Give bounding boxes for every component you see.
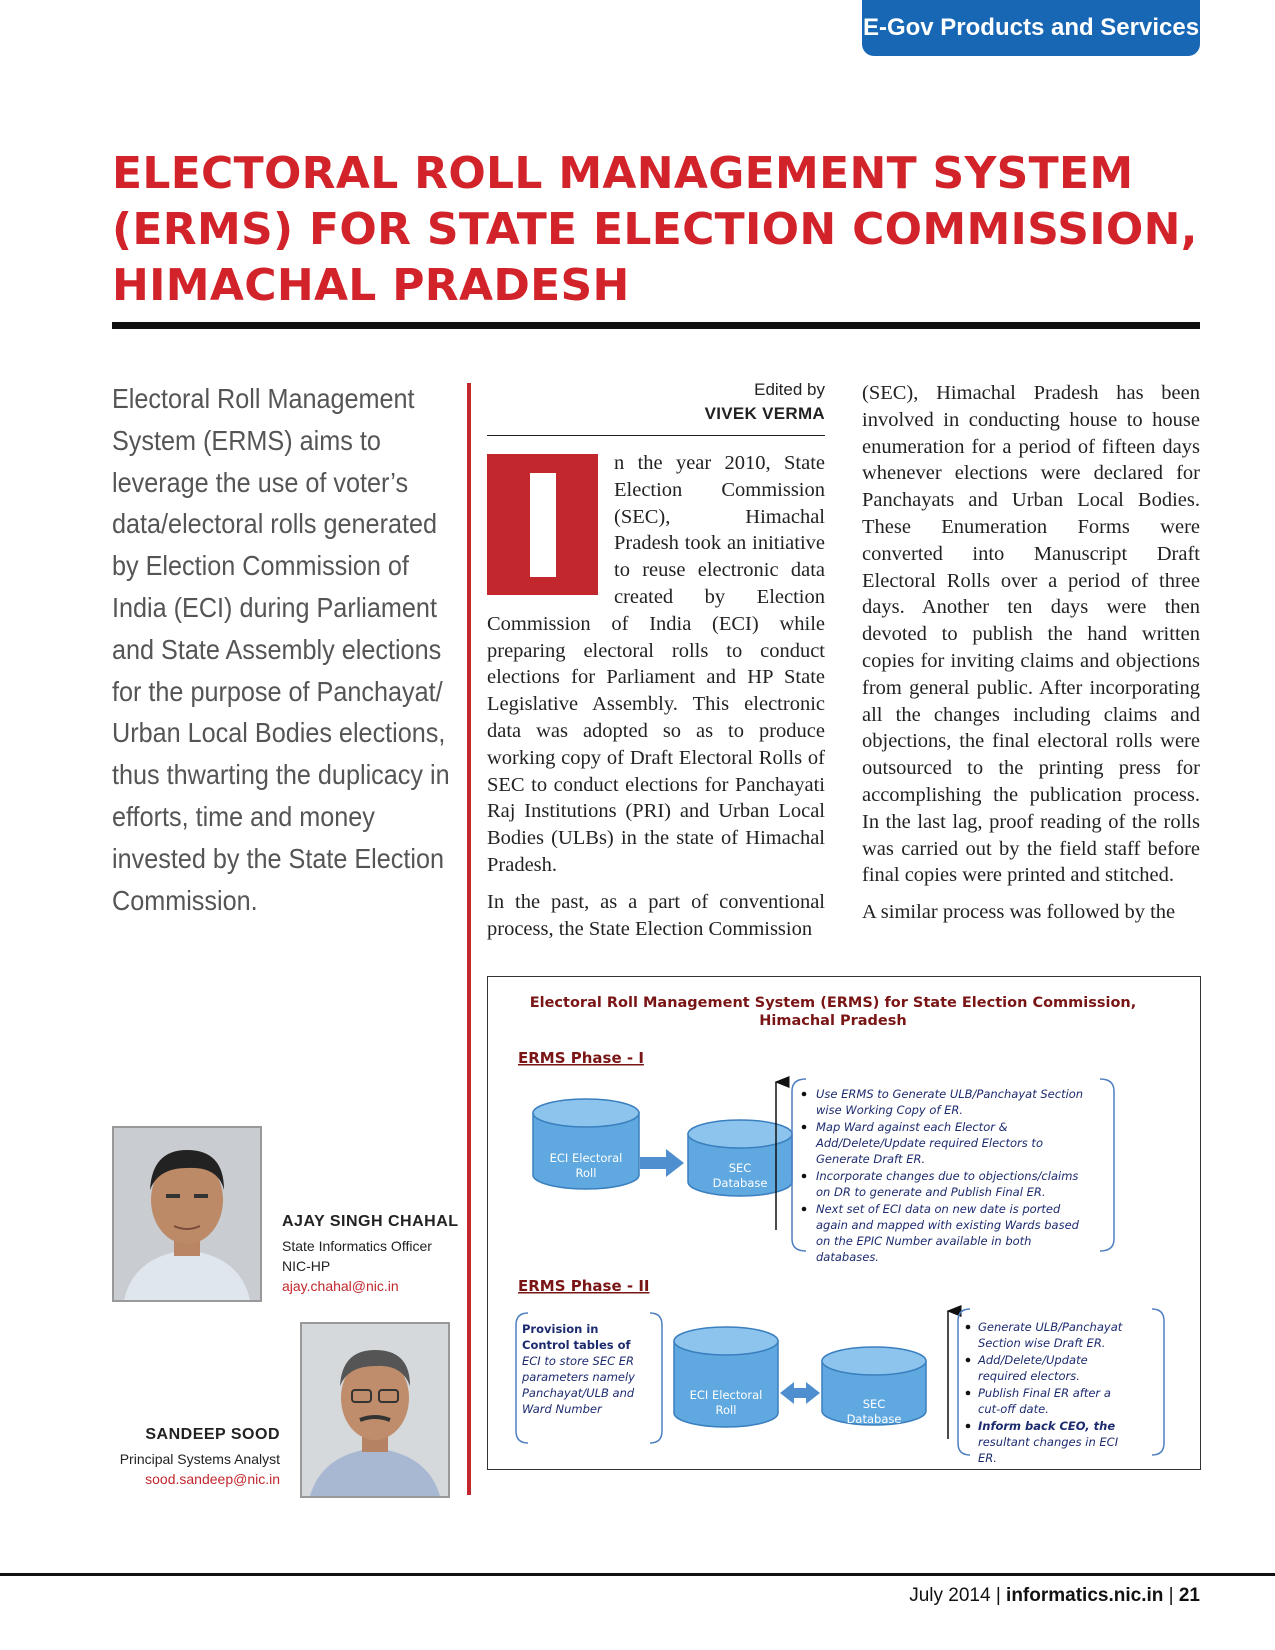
diagram-title-2: Himachal Pradesh [759, 1013, 907, 1029]
bullet-line: Publish Final ER after a [978, 1386, 1111, 1400]
title-line: HIMACHAL PRADESH [112, 260, 630, 311]
phase2-bracket [1152, 1309, 1164, 1455]
bullet-line: Map Ward against each Elector & [816, 1120, 1008, 1134]
author-email[interactable]: sood.sandeep@nic.in [145, 1471, 280, 1487]
bullet-line: again and mapped with existing Wards based [816, 1218, 1079, 1232]
page-footer: July 2014 | informatics.nic.in | 21 [909, 1585, 1200, 1606]
phase2-bullets [966, 1320, 1123, 1465]
bullet-line: cut-off date. [978, 1402, 1049, 1416]
editor-name: VIVEK VERMA [704, 404, 825, 423]
erms-diagram [487, 976, 1201, 1470]
phase1-label: ERMS Phase - I [518, 1049, 644, 1067]
phase2-bracket [958, 1309, 970, 1455]
author-role: Principal Systems Analyst [119, 1451, 280, 1467]
bullet-line: on the EPIC Number available in both [816, 1234, 1032, 1248]
body-paragraph: A similar process was followed by the [862, 901, 1176, 924]
bullet-line: Next set of ECI data on new date is ported [816, 1202, 1061, 1216]
db-label: Roll [715, 1403, 737, 1417]
bullet-line: ER. [978, 1451, 997, 1465]
author-photo-sandeep [300, 1322, 450, 1498]
footer-site[interactable]: informatics.nic.in [1006, 1585, 1164, 1606]
paragraph-text: n the year 2010, State Election Commission (SEC), Himachal Pradesh took an initiative to reuse electronic data created by Election Commission of India (ECI) while preparing electoral rolls to conduct elections for Parliament and HP State Legislative Assembly. This electronic data was adopted so as to produce working copy of Draft Electoral Rolls of SEC to conduct elections for Panchayati Raj Institutions (PRI) and Urban Local Bodies (ULBs) in the state of Himachal Pradesh. [487, 452, 825, 876]
bullet-line: required electors. [978, 1369, 1080, 1383]
lead-paragraph: Electoral Roll Management System (ERMS) aims to leverage the use of voter’s data/electoral rolls generated by Election Commission of India (ECI) during Parliament and State Assembly elections for the purpose of Panchayat/ Urban Local Bodies elections, thus thwarting the duplicacy in efforts, time and money invested by the State Election Commission. [112, 383, 450, 916]
db-label: ECI Electoral [549, 1151, 623, 1165]
phase2-left-bracket [650, 1313, 662, 1443]
body-paragraph: (SEC), Himachal Pradesh has been involved in conducting house to house enumeration for a period of fifteen days whenever elections were declared for Panchayats and Urban Local Bodies. These Enumeration Forms were converted into Manuscript Draft Electoral Rolls over a period of three days. Another ten days were then devoted to publish the hand written copies for inviting claims and objections from general public. After incorporating all the changes including claims and objections, the final electoral rolls were outsourced to the printing press for accomplishing the publication process. In the last lag, proof reading of the rolls was carried out by the field staff before final copies were printed and stitched. [862, 382, 1200, 887]
db-label: SEC [728, 1161, 752, 1175]
provision-line: Panchayat/ULB and [522, 1386, 635, 1400]
diagram-title-1: Electoral Roll Management System (ERMS) for State Election Commission, [529, 995, 1137, 1011]
provision-line: Control tables of [522, 1338, 631, 1352]
phase1-eci-database-icon [533, 1099, 639, 1189]
author-name: SANDEEP SOOD [145, 1426, 280, 1443]
phase1-bullets [802, 1087, 1083, 1264]
bullet-line: Generate ULB/Panchayat [978, 1320, 1123, 1334]
phase2-eci-database-icon [674, 1327, 778, 1427]
phase2-provision-text [521, 1322, 635, 1416]
bullet-line: wise Working Copy of ER. [816, 1103, 964, 1117]
edited-by-label: Edited by [754, 380, 825, 399]
editor-divider [487, 435, 825, 436]
provision-line: Ward Number [522, 1402, 602, 1416]
db-label: Database [846, 1412, 902, 1426]
phase2-label: ERMS Phase - II [518, 1277, 650, 1295]
db-label: Roll [575, 1166, 597, 1180]
body-paragraph: In the past, as a part of conventional process, the State Election Commission [487, 890, 825, 940]
db-label: SEC [862, 1397, 886, 1411]
author-org: NIC-HP [282, 1258, 331, 1274]
footer-date: July 2014 [909, 1585, 991, 1606]
drop-cap-i [487, 454, 598, 595]
phase1-bracket [1100, 1079, 1114, 1251]
bullet-line: databases. [816, 1250, 879, 1264]
author-photo-ajay [112, 1126, 262, 1302]
phase2-double-arrow-icon [780, 1382, 820, 1404]
bullet-line: Add/Delete/Update [978, 1353, 1088, 1367]
section-tab: E-Gov Products and Services [862, 0, 1200, 56]
bullet-line: Add/Delete/Update required Electors to [816, 1136, 1043, 1150]
body-paragraph [487, 450, 825, 879]
bullet-line: Inform back CEO, the [978, 1419, 1116, 1433]
bullet-line: resultant changes in ECI [978, 1435, 1119, 1449]
author-card-ajay [282, 1212, 482, 1296]
provision-line: parameters namely [522, 1370, 635, 1384]
provision-line: Provision in [522, 1322, 599, 1336]
db-label: ECI Electoral [689, 1388, 763, 1402]
bullet-line: Use ERMS to Generate ULB/Panchayat Section [816, 1087, 1084, 1101]
title-line: ELECTORAL ROLL MANAGEMENT SYSTEM [112, 148, 1134, 199]
bullet-line: Section wise Draft ER. [978, 1336, 1106, 1350]
footer-divider [0, 1573, 1275, 1576]
body-column-2 [862, 380, 1200, 936]
provision-line: ECI to store SEC ER [522, 1354, 635, 1368]
bullet-line: on DR to generate and Publish Final ER. [816, 1185, 1046, 1199]
title-divider [112, 322, 1200, 329]
editor-credit [487, 378, 825, 426]
author-role: State Informatics Officer [282, 1238, 432, 1254]
phase2-sec-database-icon [822, 1347, 926, 1426]
bullet-line: Incorporate changes due to objections/claims [816, 1169, 1079, 1183]
author-email[interactable]: ajay.chahal@nic.in [282, 1278, 399, 1294]
article-title [112, 146, 1202, 314]
phase1-bracket [792, 1079, 806, 1251]
author-card-sandeep [112, 1425, 280, 1489]
body-column-1 [487, 450, 825, 952]
phase1-arrow-right-icon [640, 1149, 684, 1177]
bullet-line: Generate Draft ER. [816, 1152, 926, 1166]
author-name: AJAY SINGH CHAHAL [282, 1213, 459, 1230]
page-number: 21 [1178, 1585, 1200, 1606]
title-line: (ERMS) FOR STATE ELECTION COMMISSION, [112, 204, 1198, 255]
column-divider [467, 383, 471, 1495]
db-label: Database [712, 1176, 768, 1190]
